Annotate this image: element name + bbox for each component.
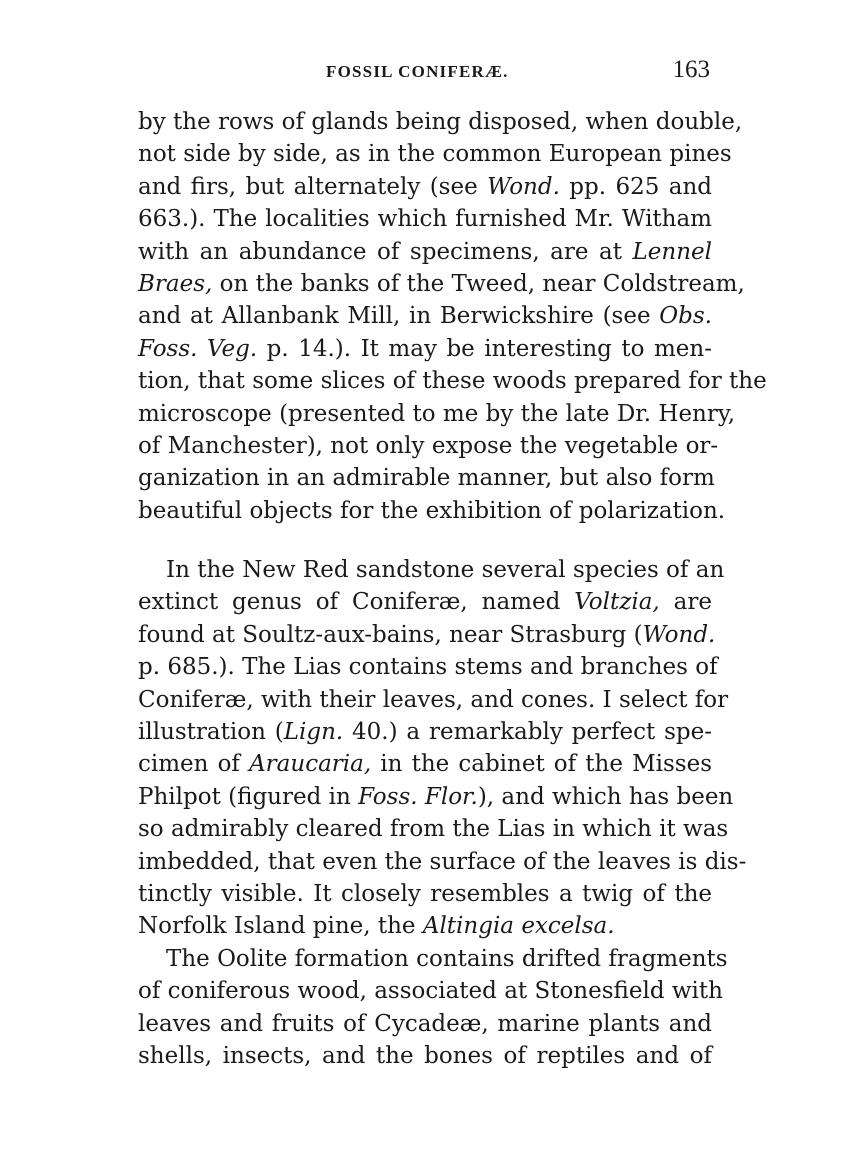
italic-term: Foss. Flor. [358, 783, 478, 810]
text-line: illustration (Lign. 40.) a remarkably perfect spe- [138, 719, 712, 746]
text-line: extinct genus of Coniferæ, named Voltzia, are [138, 589, 712, 616]
text-line: shells, insects, and the bones of reptiles and of [138, 1042, 712, 1069]
text-line: of coniferous wood, associated at Stonesfield with [138, 978, 723, 1005]
text-line: Foss. Veg. p. 14.). It may be interesting to men- [138, 335, 713, 362]
italic-term: Voltzia, [574, 589, 660, 616]
text-line: and firs, but alternately (see Wond. pp. 625 and [138, 173, 712, 200]
body-text [138, 106, 767, 1072]
text-line: Philpot (figured in Foss. Flor.), and which has been [138, 783, 734, 810]
text-line: beautiful objects for the exhibition of polarization. [138, 497, 726, 524]
text-line: of Manchester), not only expose the vegetable or- [138, 432, 719, 459]
text-line: and at Allanbank Mill, in Berwickshire (see Obs. [138, 303, 712, 330]
italic-term: Lign. [283, 719, 344, 746]
text-line: p. 685.). The Lias contains stems and branches of [138, 654, 718, 681]
text-line: ganization in an admirable manner, but also form [138, 465, 715, 492]
text-line: leaves and fruits of Cycadeæ, marine plants and [138, 1010, 712, 1037]
text-line: Braes, on the banks of the Tweed, near Coldstream, [138, 270, 745, 297]
text-line: Norfolk Island pine, the Altingia excelsa. [138, 913, 615, 940]
italic-term: Foss. Veg. [138, 335, 258, 362]
text-line: tinctly visible. It closely resembles a twig of the [138, 880, 712, 907]
paragraph [138, 106, 767, 527]
text-line: with an abundance of specimens, are at Lennel [138, 238, 712, 265]
paragraph [138, 943, 728, 1073]
text-line: 663.). The localities which furnished Mr. Witham [138, 206, 712, 233]
text-line: Coniferæ, with their leaves, and cones. I select for [138, 686, 729, 713]
italic-term: Lennel [632, 238, 712, 265]
text-line: found at Soultz-aux-bains, near Strasburg (Wond. [138, 621, 716, 648]
running-head-title: FOSSIL CONIFERÆ. [326, 62, 509, 81]
italic-term: Wond. [642, 621, 716, 648]
italic-term: Obs. [659, 303, 712, 330]
text-line: The Oolite formation contains drifted fragments [166, 945, 728, 972]
italic-term: Altingia excelsa. [422, 913, 615, 940]
text-line: microscope (presented to me by the late Dr. Henry, [138, 400, 736, 427]
text-line: tion, that some slices of these woods prepared for the [138, 368, 767, 395]
text-line: by the rows of glands being disposed, when double, [138, 109, 743, 135]
text-line: cimen of Araucaria, in the cabinet of the Misses [138, 751, 712, 778]
page-number: 163 [672, 56, 710, 83]
text-line: In the New Red sandstone several species of an [166, 557, 725, 584]
italic-term: Braes, [138, 270, 213, 297]
text-line: imbedded, that even the surface of the leaves is dis- [138, 848, 747, 875]
paragraph [138, 554, 747, 943]
text-line: so admirably cleared from the Lias in which it was [138, 816, 729, 843]
text-line: not side by side, as in the common European pines [138, 141, 732, 168]
italic-term: Wond. [487, 173, 560, 200]
italic-term: Araucaria, [249, 751, 372, 778]
paragraph-gap [138, 527, 712, 554]
running-head [138, 56, 712, 90]
